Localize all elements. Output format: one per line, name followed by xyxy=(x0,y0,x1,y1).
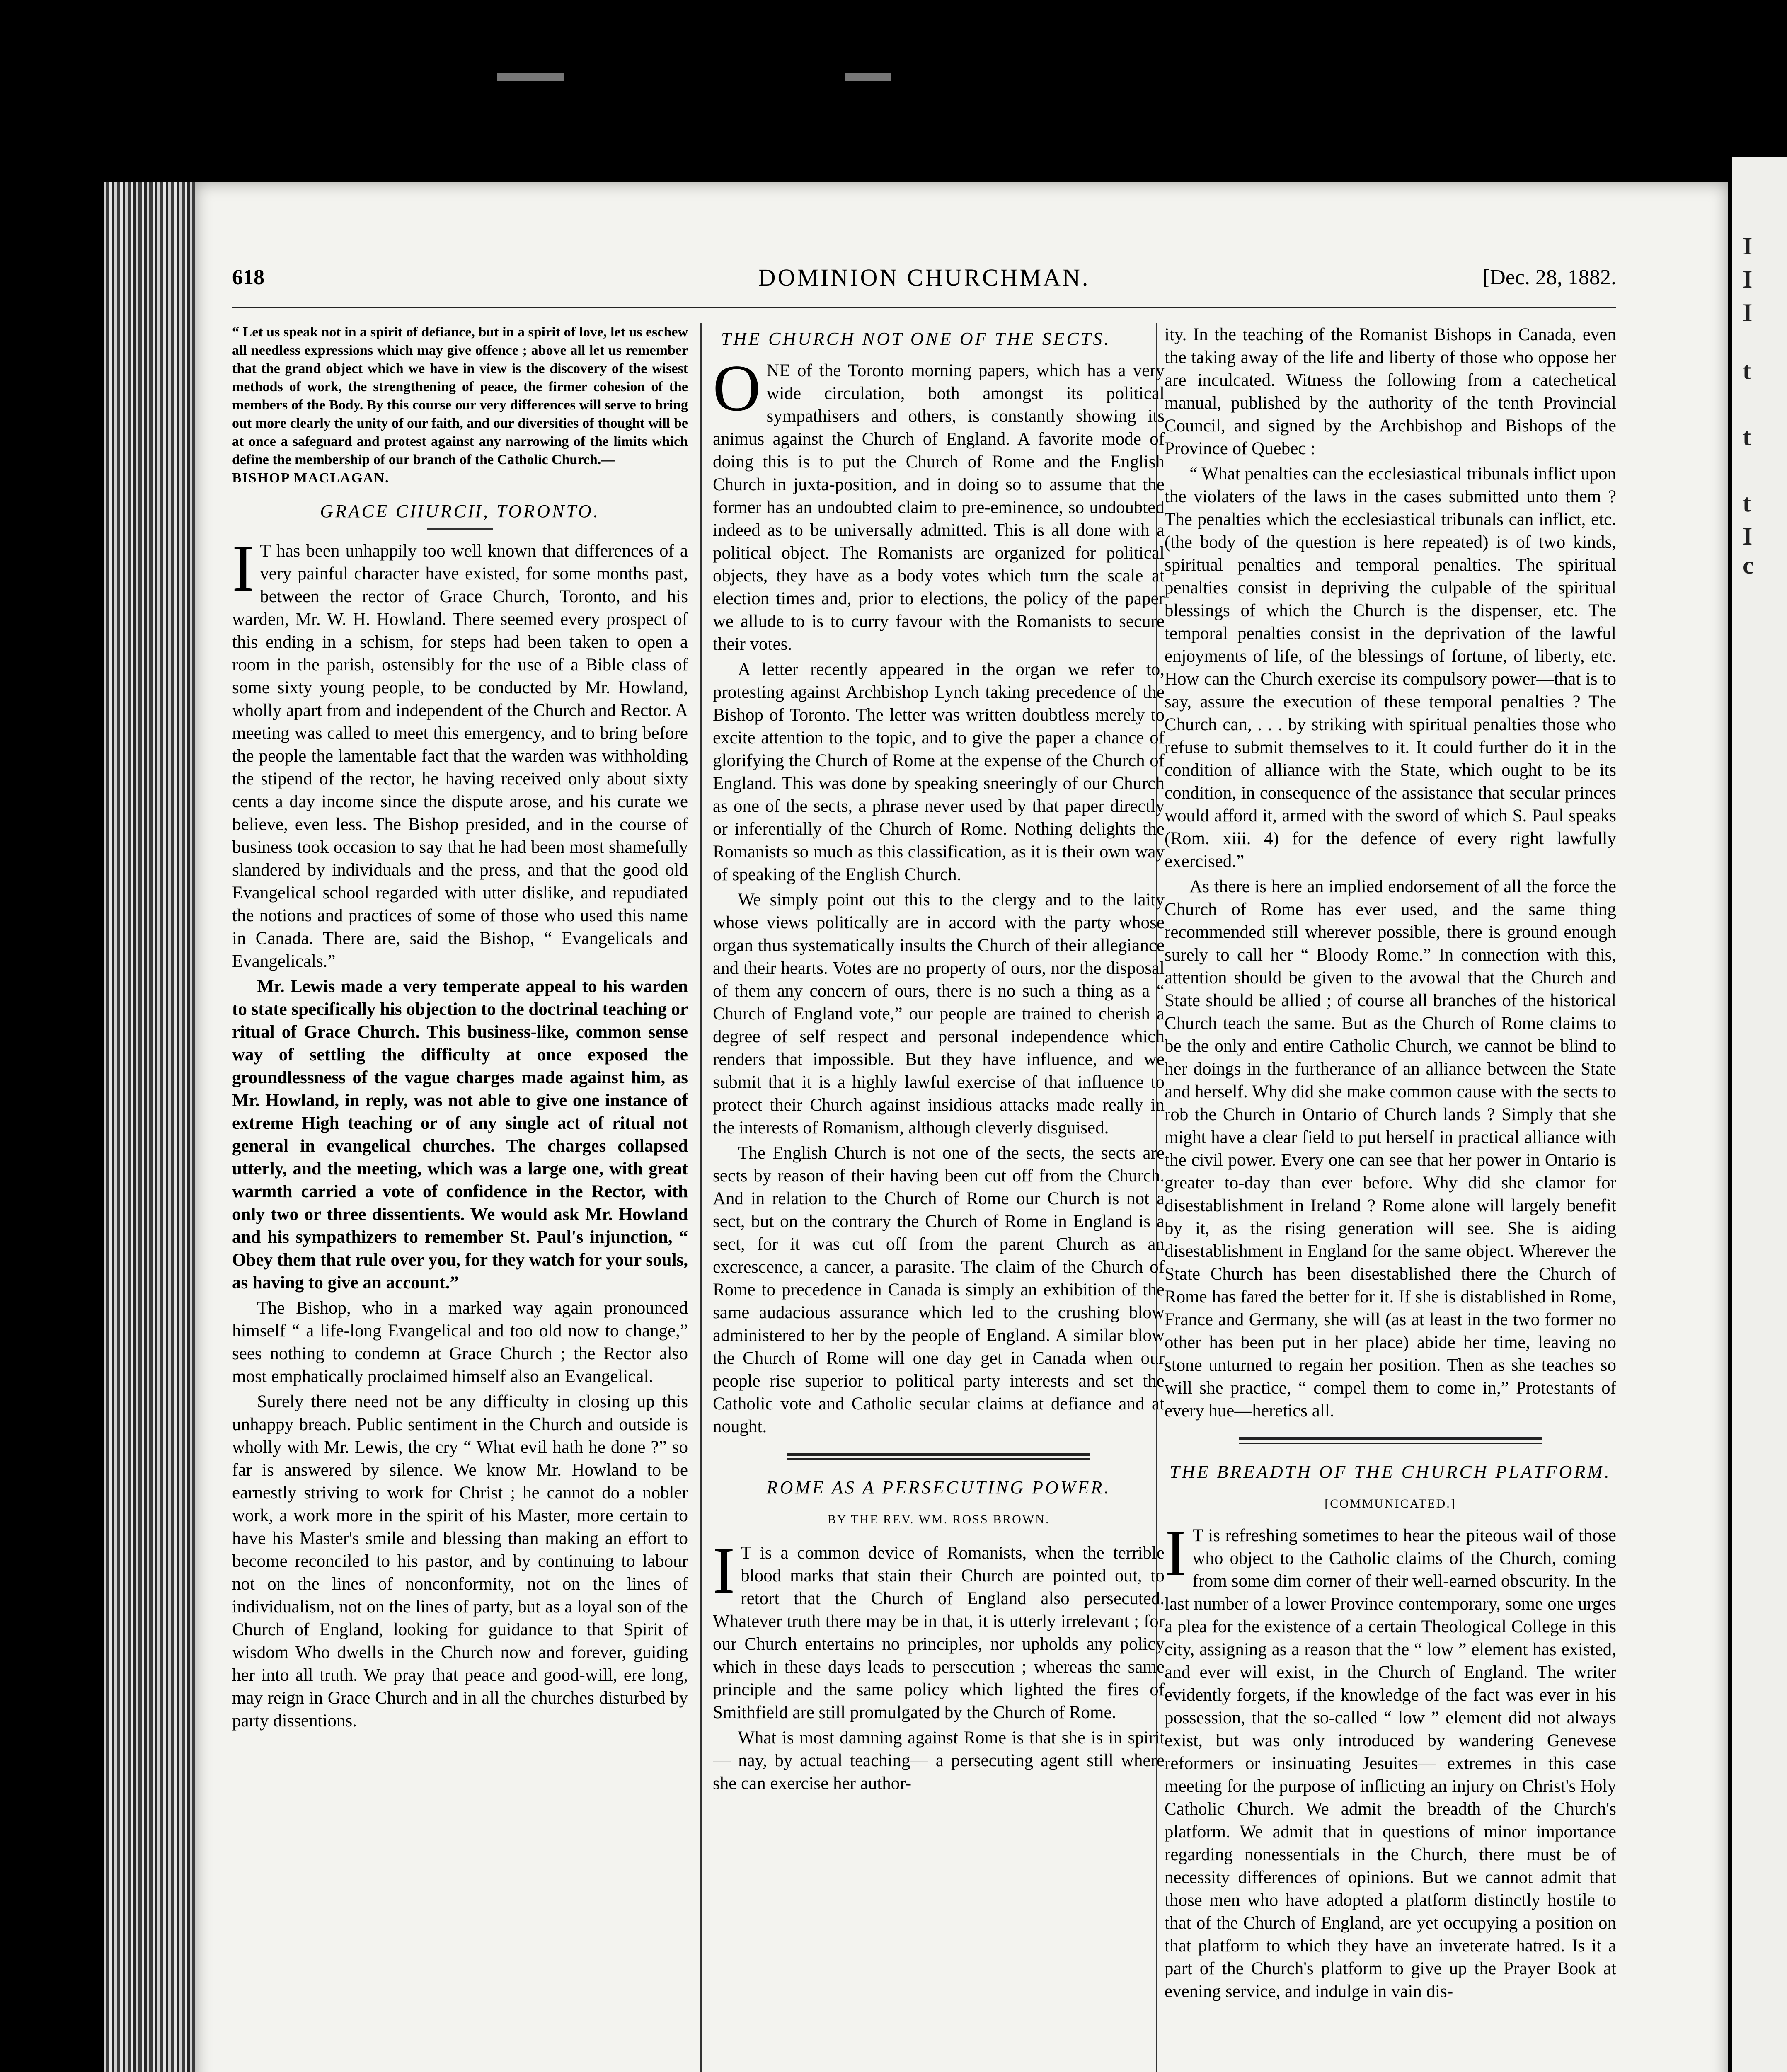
article-paragraph: The English Church is not one of the sects, the sects are sects by reason of their having been cut off from the Church. And in relation to the Church of Rome our Church is not a sect, but on the contrary the Church of Rome in England is a sect, for it was cut off from the parent Church as an excrescence, a cancer, a parasite. The claim of the Church of Rome to precedence in Canada is simply an exhibition of the same audacious assurance which led to the crushing blow administered to her by the people of England. A similar blow the Church of Rome will one day get in Canada when our people rise superior to political party interests and set the Catholic vote and Catholic secular claims at defiance and at nought. xyxy=(713,1143,1165,1436)
article-heading-breadth-of-church: THE BREADTH OF THE CHURCH PLATFORM. xyxy=(1170,1462,1611,1482)
communicated-label: [COMMUNICATED.] xyxy=(1325,1497,1456,1510)
article-paragraph: The Bishop, who in a marked way again pronounced himself “ a life-long Evangelical and too old now to change,” sees nothing to condemn at Grace Church ; the Rector also most emphatically proclaimed himself also an Evangelical. xyxy=(232,1298,688,1386)
film-scratch xyxy=(845,73,891,81)
article-paragraph: ONE of the Toronto morning papers, which has a very wide circulation, both amongst its political sympathisers and others, is constantly showing its animus against the Church of England. A favorite mode of doing this is to put the Church of Rome and the English Church in juxta-position, and in doing so to assume that the former has an undoubted claim to pre-eminence, so undoubted indeed as to be universally admitted. This is all done with a political object. The Romanists are organized for political objects, they have as a body votes which turn the scale at election times and, prior to elections, the policy of the paper we allude to is to curry favour with the Romanists to secure their votes. xyxy=(713,351,1165,654)
adjacent-page-mark: t xyxy=(1743,489,1751,517)
journal-title: DOMINION CHURCHMAN. xyxy=(758,264,1090,291)
adjacent-page-mark: t xyxy=(1743,357,1751,384)
section-divider xyxy=(1239,1437,1542,1444)
drop-cap: I xyxy=(232,531,254,605)
drop-cap: I xyxy=(713,1533,735,1607)
adjacent-page-mark: I xyxy=(1743,266,1753,293)
column-2 xyxy=(713,323,1165,2072)
article-paragraph: I T is a common device of Romanists, when the terrible blood marks that stain their Church are pointed out, to retort that the Church of England also persecuted. Whatever truth there may be in that, it is utterly irrelevant ; for our Church entertains no principles, nor upholds any policy which in these days leads to persecution ; whereas the same principle and the same policy which lighted the fires of Smithfield are still promulgated by the Church of Rome. xyxy=(713,1533,1165,1722)
article-paragraph: ity. In the teaching of the Romanist Bishops in Canada, even the taking away of the life and liberty of those who oppose her are inculcated. Witness the following from a catechetical manual, published by the authority of the tenth Provincial Council, and signed by the Archbishop and Bishops of the Province of Quebec : xyxy=(1165,325,1616,458)
article-paragraph: What is most damning against Rome is that she is in spirit— nay, by actual teaching— a persecuting agent still where she can exercise her author- xyxy=(713,1728,1165,1793)
drop-cap: I xyxy=(1165,1516,1187,1590)
article-paragraph: As there is here an implied endorsement of all the force the Church of Rome has ever used, and the same thing recommended still wherever possible, there is ground enough surely to call her “ Bloody Rome.” In connection with this, attention should be given to the avowal that the Church and State should be allied ; of course all branches of the historical Church teach the same. But as the Church of Rome claims to be the only and entire Catholic Church, we cannot be blind to her doings in the furtherance of an alliance between the State and herself. Why did she make common cause with the sects to rob the Church in Ontario of Church lands ? Simply that she might have a clear field to put herself in practical alliance with the civil power. Every one can see that her power in Ontario is greater to-day than ever before. Why did she clamor for disestablishment in Ireland ? Rome alone will largely benefit by it, as the rising generation will see. She is aiding disestablishment in England for the same object. Wherever the State Church has been disestablished there the Church of Rome has fared the better for it. If she is distablished in Rome, France and Germany, she will (as at least in the two former no other has been put in her place) abide her time, leaving no stone unturned to regain her position. Then as she teaches so will she practice, “ compel them to come in,” Protestants of every hue—heretics all. xyxy=(1165,877,1616,1421)
quoted-catechism: “ What penalties can the ecclesiastical tribunals inflict upon the violaters of the laws in the cases submitted unto them ? The penalties which the ecclesiastical tribunals can inflict, etc. (the body of the question is here repeated) is of two kinds, spiritual penalties and temporal penalties. The spiritual penalties consist in depriving the culpable of the spiritual blessings of which the Church is the dispenser, etc. The temporal penalties consist in the deprivation of the lawful enjoyments of life, of the blessings of fortune, of liberty, etc. How can the Church exercise its compulsory power—that is to say, assure the execution of these temporal penalties ? The Church can, . . . by striking with spiritual penalties those who refuse to submit themselves to it. It could further do it in the condition of alliance with the State, which ought to be its condition, in consequence of the assistance that secular princes would afford it, armed with the sword of which S. Paul speaks (Rom. xiii. 4) for the defence of every right lawfully exercised.” xyxy=(1165,464,1616,871)
section-divider xyxy=(787,1453,1090,1460)
film-scratch xyxy=(497,73,564,81)
column-3 xyxy=(1165,323,1616,2072)
drop-cap: O xyxy=(713,351,761,425)
adjacent-page-mark: t xyxy=(1743,423,1751,450)
heading-rule xyxy=(427,528,493,530)
article-paragraph: A letter recently appeared in the organ we refer to, protesting against Archbishop Lynch taking precedence of the Bishop of Toronto. The letter was written doubtless merely to excite attention to the topic, and to give the paper a chance of glorifying the Church of Rome at the expense of the Church of England. This was done by speaking sneeringly of our Church as one of the sects, a phrase never used by that paper directly or inferentially of the Church of Rome. Nothing delights the Romanists so much as this classification, as it is their own way of speaking of the English Church. xyxy=(713,660,1165,884)
adjacent-page-sliver xyxy=(1732,157,1787,2072)
page-number: 618 xyxy=(232,266,264,289)
adjacent-page-mark: I xyxy=(1743,299,1753,326)
page-header xyxy=(232,257,1616,308)
book-spine-edge xyxy=(104,182,199,2072)
adjacent-page-mark: I xyxy=(1743,523,1753,550)
issue-date: [Dec. 28, 1882. xyxy=(1482,266,1616,289)
column-rule xyxy=(700,323,702,2072)
article-heading-grace-church: GRACE CHURCH, TORONTO. xyxy=(320,501,600,521)
article-heading-not-one-of-sects: THE CHURCH NOT ONE OF THE SECTS. xyxy=(721,329,1111,349)
column-1 xyxy=(232,323,688,2072)
article-paragraph: I T has been unhappily too well known that differences of a very painful character have existed, for some months past, between the rector of Grace Church, Toronto, and his warden, Mr. W. H. Howland. There seemed every prospect of this ending in a schism, for steps had been taken to open a room in the parish, ostensibly for the use of a Bible class of some sixty young people, to be conducted by Mr. Howland, wholly apart from and independent of the Church and Rector. A meeting was called to meet this emergency, and to bring before the people the lamentable fact that the warden was withholding the stipend of the rector, he having received only about sixty cents a day income since the dispute arose, and his curate we believe, even less. The Bishop presided, and in the course of business took occasion to say that he had been most shamefully slandered by individuals and the press, and that the good old Evangelical school regarded with utter dislike, and repudiated the notions and practices of some of those who used this name in Canada. There are, said the Bishop, “ Evangelicals and Evangelicals.” xyxy=(232,531,688,971)
epigraph-text: “ Let us speak not in a spirit of defiance, but in a spirit of love, let us eschew all needless expressions which may give offence ; above all let us remember that the grand object which we have in view is the discovery of the wisest methods of work, the strengthening of peace, the firmer cohesion of the members of the Body. By this course our very differences will serve to bring out more clearly the unity of our faith, and our diversities of thought will be at once a safeguard and protest against any narrowing of the limits which define the membership of our branch of the Catholic Church.— xyxy=(232,324,688,467)
epigraph-author: BISHOP MACLAGAN. xyxy=(232,470,390,486)
article-paragraph: Surely there need not be any difficulty in closing up this unhappy breach. Public sentiment in the Church and outside is wholly with Mr. Lewis, the cry “ What evil hath he done ?” so far is answered by silence. We know Mr. Howland to be earnestly striving to work for Christ ; he cannot do a nobler work, a work more in the spirit of his Master, more certain to have his Master's smile and blessing than making an effort to become reconciled to his pastor, and by continuing to labour not on the lines of nonconformity, not on the lines of individualism, not on the lines of party, but as a loyal son of the Church of England, looking for guidance to that Spirit of wisdom Who dwells in the Church now and forever, guiding her into all truth. We pray that peace and good-will, ere long, may reign in Grace Church and in all the churches disturbed by party dissentions. xyxy=(232,1392,688,1731)
article-paragraph: We simply point out this to the clergy and to the laity whose views politically are in accord with the party whose organ thus systematically insults the Church of their allegiance and their hearts. Votes are no property of ours, nor the disposal of them any concern of ours, there is no such a thing as a “ Church of England vote,” our people are trained to cherish a degree of self respect and personal independence which renders that impossible. But they have influence, and we submit that it is a highly lawful exercise of that influence to protect their Church against insidious attacks made really in the interests of Romanism, although cleverly disguised. xyxy=(713,890,1165,1138)
adjacent-page-mark: c xyxy=(1743,552,1754,579)
article-paragraph: Mr. Lewis made a very temperate appeal to his warden to state specifically his objection to the doctrinal teaching or ritual of Grace Church. This business-like, common sense way of settling the difficulty at once exposed the groundlessness of the vague charges made against him, as Mr. Howland, in reply, was not able to give one instance of extreme High teaching or of any single act of ritual not general in evangelical churches. The charges collapsed utterly, and the meeting, which was a large one, with great warmth carried a vote of confidence in the Rector, with only two or three dissentients. We would ask Mr. Howland and his sympathizers to remember St. Paul's injunction, “ Obey them that rule over you, for they watch for your souls, as having to give an account.” xyxy=(232,977,688,1293)
adjacent-page-mark: I xyxy=(1743,232,1753,260)
article-paragraph: I T is refreshing sometimes to hear the piteous wail of those who object to the Catholic claims of the Church, coming from some dim corner of their well-earned obscurity. In the last number of a lower Province contemporary, some one urges a plea for the existence of a certain Theological College in this city, assigning as a reason that the “ low ” element has existed, and ever will exist, in the Church of England. The writer evidently forgets, if the knowledge of the fact was ever in his possession, that the so-called “ low ” element did not always exist, but was only introduced by wandering Genevese reformers or insinuating Jesuites— extremes in this case meeting for the purpose of inflicting an injury on Christ's Holy Catholic Church. We admit the breadth of the Church's platform. We admit that in questions of minor importance regarding nonessentials in the Church, there must be of necessity differences of opinions. But we cannot admit that those men who have adopted a platform distinctly hostile to that of the Church of England, are yet occupying a position on that platform to which they have an inveterate hatred. Is it a part of the Church's platform to give up the Prayer Book at evening service, and indulge in vain dis- xyxy=(1165,1516,1616,2001)
article-byline: BY THE REV. WM. ROSS BROWN. xyxy=(827,1513,1050,1526)
article-heading-rome-persecuting: ROME AS A PERSECUTING POWER. xyxy=(766,1477,1111,1498)
epigraph-quote xyxy=(232,323,688,487)
